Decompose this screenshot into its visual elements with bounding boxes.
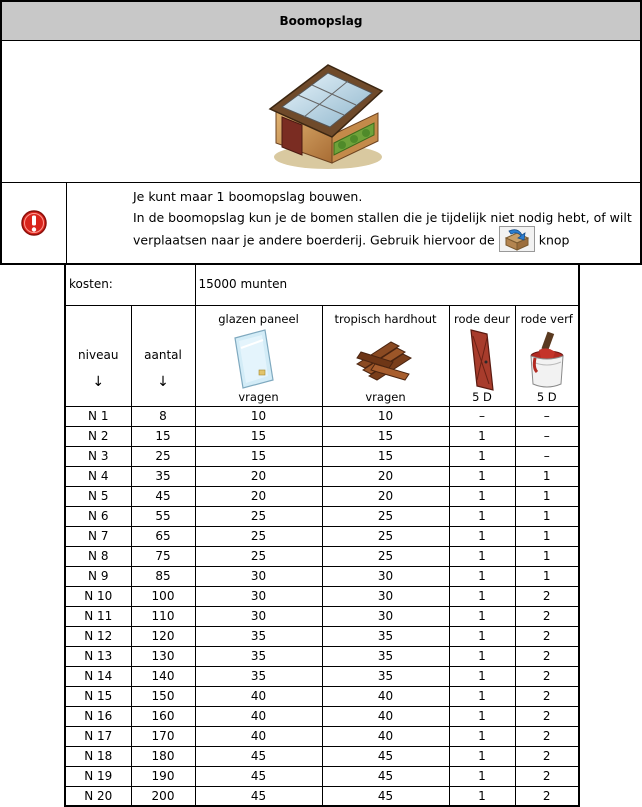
cell-hout: 40 bbox=[322, 706, 449, 726]
cell-aantal: 110 bbox=[131, 606, 195, 626]
cell-verf: – bbox=[515, 446, 579, 466]
cell-verf: 1 bbox=[515, 506, 579, 526]
table-header-row bbox=[65, 305, 579, 406]
costs-row bbox=[65, 264, 579, 305]
table-row bbox=[65, 526, 579, 546]
table-body bbox=[65, 406, 579, 806]
costs-value: 15000 munten bbox=[195, 264, 579, 305]
cell-deur: 1 bbox=[449, 426, 515, 446]
cell-deur: 1 bbox=[449, 626, 515, 646]
table-row bbox=[65, 726, 579, 746]
cell-verf: 2 bbox=[515, 786, 579, 806]
table-row bbox=[65, 706, 579, 726]
header-rode-deur bbox=[449, 305, 515, 406]
cell-glas: 40 bbox=[195, 686, 322, 706]
header-tropisch-hardhout bbox=[322, 305, 449, 406]
info-line-3-text: verplaatsen naar je andere boerderij. Gebruik hiervoor de bbox=[133, 232, 495, 248]
cell-niveau: N 7 bbox=[65, 526, 131, 546]
cell-hout: 25 bbox=[322, 546, 449, 566]
cell-hout: 35 bbox=[322, 626, 449, 646]
header-rode-deur-sub: 5 D bbox=[472, 389, 492, 404]
cell-niveau: N 2 bbox=[65, 426, 131, 446]
cell-niveau: N 14 bbox=[65, 666, 131, 686]
cell-niveau: N 6 bbox=[65, 506, 131, 526]
header-niveau-label: niveau bbox=[78, 347, 119, 362]
arrow-down-icon: ↓ bbox=[157, 373, 169, 390]
info-line-2: In de boomopslag kun je de bomen stallen die je tijdelijk niet nodig hebt, of wilt bbox=[133, 210, 632, 225]
table-row bbox=[65, 466, 579, 486]
cell-hout: 30 bbox=[322, 586, 449, 606]
cell-niveau: N 13 bbox=[65, 646, 131, 666]
table-row bbox=[65, 446, 579, 466]
exclamation-icon bbox=[21, 210, 47, 236]
cell-niveau: N 18 bbox=[65, 746, 131, 766]
header-niveau bbox=[65, 305, 131, 406]
cell-deur: – bbox=[449, 406, 515, 426]
page-title-bar bbox=[0, 0, 642, 42]
cell-aantal: 190 bbox=[131, 766, 195, 786]
cell-glas: 35 bbox=[195, 666, 322, 686]
cell-niveau: N 20 bbox=[65, 786, 131, 806]
cell-verf: 1 bbox=[515, 526, 579, 546]
cell-verf: 2 bbox=[515, 686, 579, 706]
cell-glas: 20 bbox=[195, 466, 322, 486]
cell-niveau: N 4 bbox=[65, 466, 131, 486]
cell-aantal: 85 bbox=[131, 566, 195, 586]
table-row bbox=[65, 646, 579, 666]
cell-verf: 2 bbox=[515, 666, 579, 686]
info-line-1: Je kunt maar 1 boomopslag bouwen. bbox=[133, 189, 363, 204]
red-paint-bucket-icon bbox=[527, 328, 567, 390]
info-panel bbox=[0, 183, 642, 265]
cell-hout: 40 bbox=[322, 686, 449, 706]
cell-deur: 1 bbox=[449, 466, 515, 486]
cell-niveau: N 3 bbox=[65, 446, 131, 466]
cell-deur: 1 bbox=[449, 546, 515, 566]
table-row bbox=[65, 786, 579, 806]
cell-verf: 1 bbox=[515, 546, 579, 566]
cell-verf: 2 bbox=[515, 646, 579, 666]
cell-deur: 1 bbox=[449, 666, 515, 686]
cell-verf: 2 bbox=[515, 766, 579, 786]
cell-aantal: 130 bbox=[131, 646, 195, 666]
cell-glas: 45 bbox=[195, 766, 322, 786]
info-line-3-end: knop bbox=[538, 232, 570, 248]
cell-deur: 1 bbox=[449, 446, 515, 466]
cell-niveau: N 8 bbox=[65, 546, 131, 566]
glass-panel-icon bbox=[229, 328, 289, 390]
table-row bbox=[65, 606, 579, 626]
cell-hout: 40 bbox=[322, 726, 449, 746]
cell-niveau: N 1 bbox=[65, 406, 131, 426]
cell-deur: 1 bbox=[449, 686, 515, 706]
cell-hout: 35 bbox=[322, 666, 449, 686]
box-arrow-icon bbox=[499, 226, 535, 252]
cell-verf: 2 bbox=[515, 586, 579, 606]
cell-hout: 15 bbox=[322, 426, 449, 446]
cell-glas: 15 bbox=[195, 446, 322, 466]
cell-verf: 2 bbox=[515, 726, 579, 746]
cell-aantal: 200 bbox=[131, 786, 195, 806]
header-glazen-paneel-label: glazen paneel bbox=[218, 311, 299, 326]
table-row bbox=[65, 746, 579, 766]
info-line-3 bbox=[133, 228, 639, 254]
cell-aantal: 100 bbox=[131, 586, 195, 606]
cell-verf: – bbox=[515, 426, 579, 446]
cell-verf: 2 bbox=[515, 746, 579, 766]
table-row bbox=[65, 626, 579, 646]
building-picture-panel bbox=[0, 41, 642, 184]
cell-deur: 1 bbox=[449, 566, 515, 586]
cell-deur: 1 bbox=[449, 726, 515, 746]
table-row bbox=[65, 506, 579, 526]
info-text bbox=[133, 186, 639, 254]
cell-glas: 30 bbox=[195, 606, 322, 626]
cell-niveau: N 16 bbox=[65, 706, 131, 726]
cell-glas: 10 bbox=[195, 406, 322, 426]
cell-deur: 1 bbox=[449, 486, 515, 506]
cell-deur: 1 bbox=[449, 646, 515, 666]
table-row bbox=[65, 686, 579, 706]
table-row bbox=[65, 486, 579, 506]
cell-deur: 1 bbox=[449, 786, 515, 806]
cell-hout: 25 bbox=[322, 506, 449, 526]
header-rode-verf-label: rode verf bbox=[520, 311, 573, 326]
cell-hout: 15 bbox=[322, 446, 449, 466]
table-row bbox=[65, 426, 579, 446]
cell-aantal: 180 bbox=[131, 746, 195, 766]
cell-aantal: 75 bbox=[131, 546, 195, 566]
cell-deur: 1 bbox=[449, 606, 515, 626]
cell-niveau: N 5 bbox=[65, 486, 131, 506]
header-rode-verf-sub: 5 D bbox=[536, 389, 557, 404]
cell-verf: 2 bbox=[515, 606, 579, 626]
cost-table bbox=[64, 264, 580, 807]
header-aantal-label: aantal bbox=[144, 347, 182, 362]
header-tropisch-hardhout-label: tropisch hardhout bbox=[334, 311, 437, 326]
cell-glas: 25 bbox=[195, 506, 322, 526]
cell-aantal: 160 bbox=[131, 706, 195, 726]
cell-niveau: N 12 bbox=[65, 626, 131, 646]
cell-hout: 45 bbox=[322, 786, 449, 806]
cell-deur: 1 bbox=[449, 766, 515, 786]
arrow-down-icon: ↓ bbox=[92, 373, 105, 390]
cell-deur: 1 bbox=[449, 506, 515, 526]
cell-glas: 25 bbox=[195, 526, 322, 546]
cell-niveau: N 11 bbox=[65, 606, 131, 626]
table-row bbox=[65, 406, 579, 426]
cell-aantal: 140 bbox=[131, 666, 195, 686]
cell-deur: 1 bbox=[449, 526, 515, 546]
cell-glas: 35 bbox=[195, 626, 322, 646]
cell-hout: 45 bbox=[322, 746, 449, 766]
header-tropisch-hardhout-sub: vragen bbox=[365, 389, 406, 404]
cell-verf: 2 bbox=[515, 626, 579, 646]
header-rode-deur-label: rode deur bbox=[454, 311, 510, 326]
cell-deur: 1 bbox=[449, 586, 515, 606]
cell-hout: 30 bbox=[322, 566, 449, 586]
cell-niveau: N 19 bbox=[65, 766, 131, 786]
header-aantal bbox=[131, 305, 195, 406]
tree-storage-shed-icon bbox=[268, 51, 384, 173]
cell-glas: 25 bbox=[195, 546, 322, 566]
cell-glas: 20 bbox=[195, 486, 322, 506]
header-rode-verf bbox=[515, 305, 579, 406]
cell-hout: 10 bbox=[322, 406, 449, 426]
cell-glas: 35 bbox=[195, 646, 322, 666]
cell-hout: 20 bbox=[322, 486, 449, 506]
cell-deur: 1 bbox=[449, 746, 515, 766]
cell-niveau: N 10 bbox=[65, 586, 131, 606]
cell-deur: 1 bbox=[449, 706, 515, 726]
cell-aantal: 8 bbox=[131, 406, 195, 426]
cell-verf: 1 bbox=[515, 566, 579, 586]
cell-niveau: N 9 bbox=[65, 566, 131, 586]
table-row bbox=[65, 766, 579, 786]
cell-glas: 15 bbox=[195, 426, 322, 446]
cell-aantal: 15 bbox=[131, 426, 195, 446]
cell-glas: 30 bbox=[195, 586, 322, 606]
cell-glas: 30 bbox=[195, 566, 322, 586]
cell-glas: 45 bbox=[195, 786, 322, 806]
red-door-icon bbox=[467, 328, 497, 392]
cell-aantal: 65 bbox=[131, 526, 195, 546]
info-icon-cell bbox=[2, 183, 67, 263]
cell-hout: 25 bbox=[322, 526, 449, 546]
page-title: Boomopslag bbox=[279, 14, 363, 28]
cell-hout: 35 bbox=[322, 646, 449, 666]
cell-glas: 40 bbox=[195, 726, 322, 746]
cell-hout: 20 bbox=[322, 466, 449, 486]
cell-aantal: 55 bbox=[131, 506, 195, 526]
cell-hout: 30 bbox=[322, 606, 449, 626]
cell-verf: – bbox=[515, 406, 579, 426]
costs-label: kosten: bbox=[65, 264, 195, 305]
cell-aantal: 45 bbox=[131, 486, 195, 506]
cell-niveau: N 15 bbox=[65, 686, 131, 706]
table-row bbox=[65, 666, 579, 686]
header-glazen-paneel bbox=[195, 305, 322, 406]
cell-aantal: 35 bbox=[131, 466, 195, 486]
table-row bbox=[65, 586, 579, 606]
hardwood-planks-icon bbox=[353, 328, 419, 386]
cell-aantal: 25 bbox=[131, 446, 195, 466]
cell-niveau: N 17 bbox=[65, 726, 131, 746]
cell-aantal: 170 bbox=[131, 726, 195, 746]
table-row bbox=[65, 566, 579, 586]
cell-verf: 2 bbox=[515, 706, 579, 726]
header-glazen-paneel-sub: vragen bbox=[238, 389, 279, 404]
table-row bbox=[65, 546, 579, 566]
cell-aantal: 120 bbox=[131, 626, 195, 646]
cell-glas: 45 bbox=[195, 746, 322, 766]
cell-verf: 1 bbox=[515, 466, 579, 486]
cell-aantal: 150 bbox=[131, 686, 195, 706]
cell-glas: 40 bbox=[195, 706, 322, 726]
cell-verf: 1 bbox=[515, 486, 579, 506]
cell-hout: 45 bbox=[322, 766, 449, 786]
